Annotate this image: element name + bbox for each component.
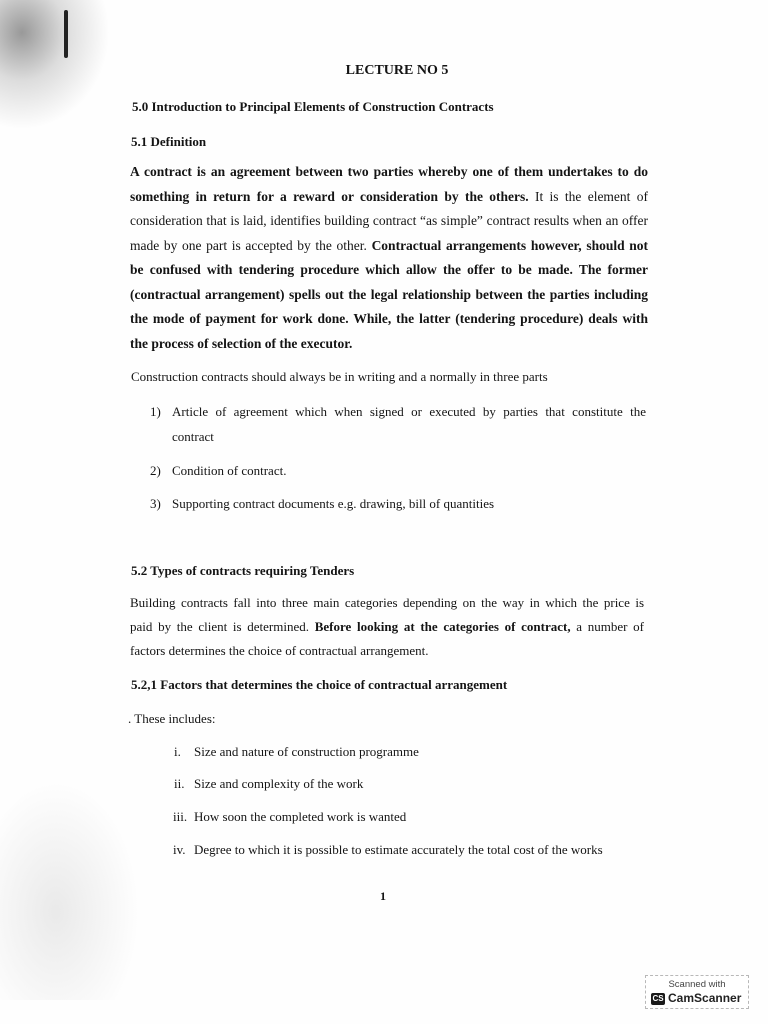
- list-item-supporting-documents: Supporting contract documents e.g. drawing, bill of quantities: [172, 496, 495, 511]
- lecture-title: LECTURE NO 5: [345, 63, 449, 78]
- scan-edge-mark: [64, 10, 68, 58]
- definition-text: It is the element of: [528, 188, 648, 204]
- factor-completion-time: How soon the completed work is wanted: [194, 809, 407, 824]
- definition-line: [130, 332, 648, 357]
- page-number: 1: [380, 889, 386, 903]
- definition-line: [130, 209, 648, 234]
- watermark-caption: Scanned with: [668, 979, 726, 990]
- types-text: Building contracts fall into three main categories depending on the way in which the price is: [130, 595, 644, 610]
- list-item-article-of-agreement: Article of agreement which when signed or executed by parties that constitute the: [172, 404, 646, 419]
- construction-contracts-intro: Construction contracts should always be in writing and a normally in three parts: [131, 369, 548, 384]
- types-text: Before looking at the categories of contract,: [314, 619, 571, 634]
- definition-text: consideration that is laid, identifies building contract “as simple” contract results when an offer: [130, 213, 648, 228]
- definition-text: the process of selection of the executor.: [130, 335, 353, 351]
- heading-types-of-contracts: 5.2 Types of contracts requiring Tenders: [131, 563, 355, 578]
- includes-label: . These includes:: [128, 711, 216, 726]
- definition-text: something in return for a reward or consideration by the others.: [130, 188, 529, 204]
- types-line: [130, 615, 644, 639]
- factor-number-iv: iv.: [173, 842, 186, 857]
- types-paragraph: [130, 591, 644, 663]
- scan-shadow-bottom: [0, 780, 140, 1000]
- factor-number-iii: iii.: [173, 809, 188, 824]
- heading-definition: 5.1 Definition: [131, 134, 207, 149]
- types-text: paid by the client is determined.: [130, 619, 315, 634]
- factor-size-nature: Size and nature of construction programme: [194, 744, 419, 759]
- definition-text: (contractual arrangement) spells out the legal relationship between the parties including: [130, 286, 648, 302]
- list-number-2: 2): [150, 463, 161, 478]
- types-text: factors determines the choice of contractual arrangement.: [130, 643, 429, 658]
- list-item-article-continuation: contract: [172, 429, 214, 444]
- definition-text: A contract is an agreement between two parties whereby one of them undertakes to do: [130, 164, 648, 179]
- definition-line: [130, 258, 648, 283]
- factor-cost-estimate: Degree to which it is possible to estimate accurately the total cost of the works: [194, 842, 603, 857]
- watermark-brand: CamScanner: [668, 991, 742, 1005]
- types-line: [130, 591, 644, 615]
- definition-line: [130, 234, 648, 259]
- factor-number-ii: ii.: [174, 776, 185, 791]
- definition-line: [130, 160, 648, 185]
- heading-introduction: 5.0 Introduction to Principal Elements of Construction Contracts: [132, 99, 494, 114]
- definition-line: [130, 185, 648, 210]
- definition-paragraph: [130, 160, 648, 356]
- camscanner-logo-icon: CS: [652, 994, 664, 1003]
- factor-size-complexity: Size and complexity of the work: [194, 776, 364, 791]
- definition-text: the mode of payment for work done. While, the latter (tendering procedure) deals with: [130, 311, 648, 326]
- list-number-1: 1): [150, 404, 161, 419]
- list-item-condition-of-contract: Condition of contract.: [172, 463, 287, 478]
- definition-text: be confused with tendering procedure which allow the offer to be made. The former: [130, 262, 648, 277]
- definition-line: [130, 283, 648, 308]
- definition-text: made by one part is accepted by the other.: [130, 237, 367, 253]
- definition-text: Contractual arrangements however, should not: [366, 237, 648, 253]
- types-text: a number of: [570, 619, 644, 634]
- factor-number-i: i.: [174, 744, 181, 759]
- list-number-3: 3): [150, 496, 161, 511]
- types-line: [130, 639, 644, 663]
- heading-factors: 5.2,1 Factors that determines the choice of contractual arrangement: [131, 677, 508, 692]
- definition-line: [130, 307, 648, 332]
- camscanner-watermark: [645, 975, 749, 1009]
